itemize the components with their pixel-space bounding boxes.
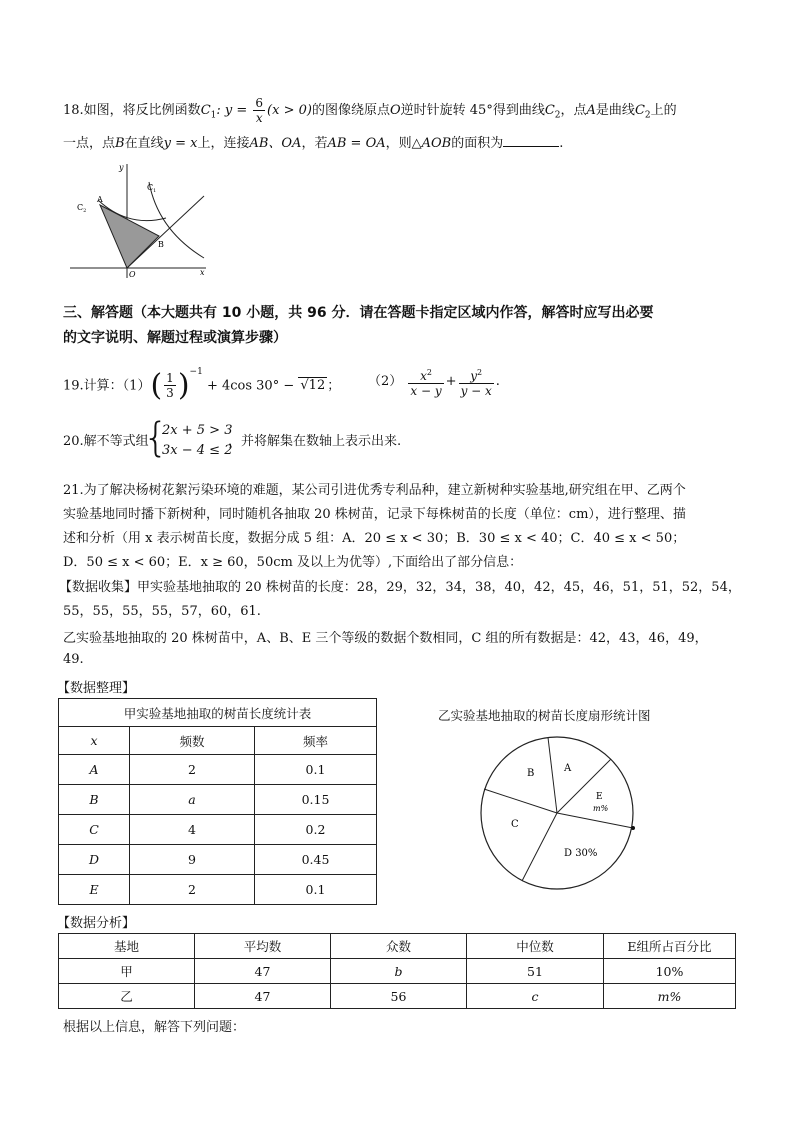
q21-l3: 述和分析（用 x 表示树苗长度，数据分成 5 组：A．20 ≤ x < 30；B．30 ≤ x < 40；C．40 ≤ x < 50；	[63, 531, 686, 546]
q18-point-a: A	[586, 103, 596, 118]
fig-label-o: O	[129, 270, 136, 279]
q20-brace: {	[143, 415, 169, 461]
fig-label-x: x	[200, 268, 205, 277]
q19-three: 3	[166, 386, 174, 401]
q18-text-4: ，点	[560, 103, 587, 118]
q18-segs: AB、OA	[249, 136, 302, 151]
q19-sqrt: √12	[300, 378, 326, 394]
pie-label-m: m%	[593, 804, 609, 813]
q21-l9: 【数据整理】	[57, 681, 136, 696]
q19-frac-y2	[459, 366, 494, 398]
q18-line2-c: 上，连接	[197, 136, 250, 151]
q18-end: .	[559, 136, 564, 151]
table1-title: 甲实验基地抽取的树苗长度统计表	[59, 699, 377, 727]
q18-line2-e: ，则△	[385, 136, 422, 151]
analysis-r1-c0: 乙	[59, 984, 195, 1009]
q18-line2-a: 一点，点	[63, 136, 116, 151]
table-row	[59, 815, 377, 845]
q18-line-eq: y = x	[163, 136, 198, 151]
q18-text-3: 逆时针旋转 45°得到曲线	[400, 103, 545, 118]
analysis-r1-c1: 47	[195, 984, 331, 1009]
q19-one: 1	[166, 371, 174, 386]
q18-line2	[63, 134, 563, 153]
table-row	[59, 959, 736, 984]
table1-r3-c0: D	[88, 852, 100, 867]
table-row	[59, 984, 736, 1009]
q21-l1: 21.为了解决杨树花絮污染环境的难题，某公司引进优秀专利品种，建立新树种实验基地,研究组在甲、乙两个	[63, 483, 686, 498]
fig-c2: C	[77, 203, 84, 212]
table1-r1-c2: 0.15	[255, 785, 377, 815]
answer-blank	[503, 134, 559, 147]
q19-rest: + 4cos 30° −	[206, 378, 295, 394]
analysis-h1: 平均数	[195, 934, 331, 959]
q21-l4: D．50 ≤ x < 60；E．x ≥ 60，50cm 及以上为优等）,下面给出了部分信息：	[63, 555, 523, 570]
q18-tri: AOB	[421, 136, 452, 151]
q18-line1	[63, 94, 677, 128]
table-row	[59, 875, 377, 905]
q19-plus: +	[445, 374, 457, 389]
table-row	[59, 845, 377, 875]
analysis-h0: 基地	[59, 934, 195, 959]
q20-label: 20.解不等式组	[63, 434, 149, 449]
q18-point-b: B	[115, 136, 125, 151]
q19-lparen: (	[150, 367, 163, 403]
section3-line1: 三、解答题（本大题共有 10 小题，共 96 分．请在答题卡指定区域内作答，解答时应写出必要	[63, 305, 654, 321]
table1-r2-c1: 4	[130, 815, 255, 845]
analysis-r1-c4: m%	[657, 988, 682, 1004]
q19-part2-label: （2）	[368, 374, 403, 389]
analysis-r0-c0: 甲	[59, 959, 195, 984]
q18-origin: O	[389, 103, 401, 118]
fig-label-y: y	[119, 163, 124, 172]
table1-r0-c1: 2	[130, 755, 255, 785]
table1-r3-c1: 9	[130, 845, 255, 875]
table1-r2-c0: C	[89, 822, 99, 837]
table-jia-frequency	[58, 698, 377, 905]
table1-r4-c1: 2	[130, 875, 255, 905]
q19-y2-sup: 2	[477, 367, 483, 377]
q21-l6: 55，55，55，55，57，60，61.	[63, 604, 261, 619]
q21-l8: 49.	[63, 652, 84, 667]
q18-line2-f: 的面积为	[451, 136, 504, 151]
closing-text: 根据以上信息，解答下列问题：	[63, 1020, 246, 1035]
q20-ineq2	[162, 442, 232, 460]
q18-c2b: C	[634, 103, 645, 118]
fig-label-b: B	[158, 240, 164, 249]
q19-fraction-1-3	[164, 371, 176, 400]
pie-point	[631, 826, 635, 830]
q19-rparen: )	[177, 367, 190, 403]
section3-line2: 的文字说明、解题过程或演算步骤）	[63, 330, 287, 346]
q21-l2: 实验基地同时播下新树种，同时随机各抽取 20 株树苗，记录下每株树苗的长度（单位：cm），进行整理、描	[63, 507, 686, 522]
pie-label-a: A	[564, 763, 572, 774]
pie-label-d: D 30%	[564, 848, 598, 859]
q19-x2-sup: 2	[426, 367, 432, 377]
q18-c1: C	[200, 103, 211, 118]
q18-line2-d: ，若	[301, 136, 328, 151]
table1-r0-c2: 0.1	[255, 755, 377, 785]
analysis-h3: 中位数	[467, 934, 604, 959]
q20-rest: ，并将解集在数轴上表示出来.	[228, 434, 402, 449]
table1-r4-c0: E	[89, 882, 99, 897]
q19-sqrt-val: 12	[308, 378, 326, 394]
table1-r1-c0: B	[89, 792, 99, 807]
q18-line2-b: 在直线	[124, 136, 164, 151]
analysis-h4: E组所占百分比	[604, 934, 736, 959]
analysis-r1-c3: c	[531, 988, 539, 1004]
q19-exp: −1	[189, 367, 203, 377]
table-row	[59, 785, 377, 815]
table1-header-rate: 频率	[255, 727, 377, 755]
table1-r3-c2: 0.45	[255, 845, 377, 875]
table1-r4-c2: 0.1	[255, 875, 377, 905]
analysis-r0-c4: 10%	[604, 959, 736, 984]
q18-frac-num: 6	[255, 96, 264, 110]
q19-label: 19.计算：（1）	[63, 378, 151, 394]
pie-chart-yi	[478, 735, 640, 890]
q19-den1: x − y	[410, 383, 442, 398]
q20	[63, 420, 149, 464]
table1-header-x: x	[90, 733, 98, 748]
analysis-label: 【数据分析】	[57, 916, 136, 931]
q19-frac-x2	[408, 366, 443, 398]
fig-c1-sub: 1	[153, 188, 157, 194]
q20-ineq1	[162, 422, 232, 440]
q18-c2b-sub: 2	[644, 110, 651, 121]
analysis-r0-c2: b	[394, 963, 403, 979]
triangle-aob	[100, 205, 159, 268]
table-analysis	[58, 933, 736, 1009]
q18-text-6: 上的	[650, 103, 677, 118]
q18-fraction	[253, 96, 265, 125]
analysis-r1-c2: 56	[331, 984, 467, 1009]
pie-label-c: C	[511, 819, 519, 830]
q18-frac-den: x	[255, 111, 263, 125]
q18-c2-sub: 2	[554, 110, 561, 121]
q18-text-5: 是曲线	[595, 103, 635, 118]
table1-r2-c2: 0.2	[255, 815, 377, 845]
analysis-r0-c1: 47	[195, 959, 331, 984]
pie-title: 乙实验基地抽取的树苗长度扇形统计图	[438, 708, 651, 723]
pie-label-e: E	[596, 792, 603, 802]
q19-part2	[368, 360, 500, 404]
table1-r0-c0: A	[89, 762, 99, 777]
q19-semi: ；	[327, 378, 341, 394]
fig-c2-sub: 2	[83, 208, 87, 214]
table1-r1-c1: a	[188, 792, 196, 807]
q18-figure	[66, 160, 211, 280]
pie-label-b: B	[527, 768, 535, 779]
q20-ineq2-text: 3x − 4 ≤ 2	[162, 443, 233, 458]
q19-x2: x	[420, 368, 427, 383]
q19-y2: y	[470, 368, 478, 383]
q18-cond2: AB = OA	[327, 136, 386, 151]
q18-c2: C	[544, 103, 555, 118]
q21-l5: 【数据收集】甲实验基地抽取的 20 株树苗的长度：28，29，32，34，38，40，42，45，46，51，51，52，54，	[59, 580, 741, 595]
fig-c1: C	[147, 183, 154, 192]
q19-den2: y − x	[460, 383, 492, 398]
q19-comma: .	[495, 374, 500, 389]
q18-c1-sub: 1	[210, 110, 217, 121]
analysis-h2: 众数	[331, 934, 467, 959]
q18-text-2: 的图像绕原点	[311, 103, 390, 118]
table1-header-freq: 频数	[130, 727, 255, 755]
q18-eq: : y =	[216, 103, 248, 118]
q21-l7: 乙实验基地抽取的 20 株树苗中，A、B、E 三个等级的数据个数相同，C 组的所有数据是：42，43，46，49，	[63, 631, 708, 646]
fig-label-c2	[77, 203, 86, 214]
q20-ineq1-text: 2x + 5 > 3	[162, 423, 233, 438]
fig-label-a: A	[97, 195, 103, 204]
q19	[63, 360, 340, 404]
table-row	[59, 755, 377, 785]
q18-cond: (x > 0)	[267, 103, 312, 118]
analysis-r0-c3: 51	[467, 959, 604, 984]
q18-text-1: 18.如图，将反比例函数	[63, 103, 201, 118]
